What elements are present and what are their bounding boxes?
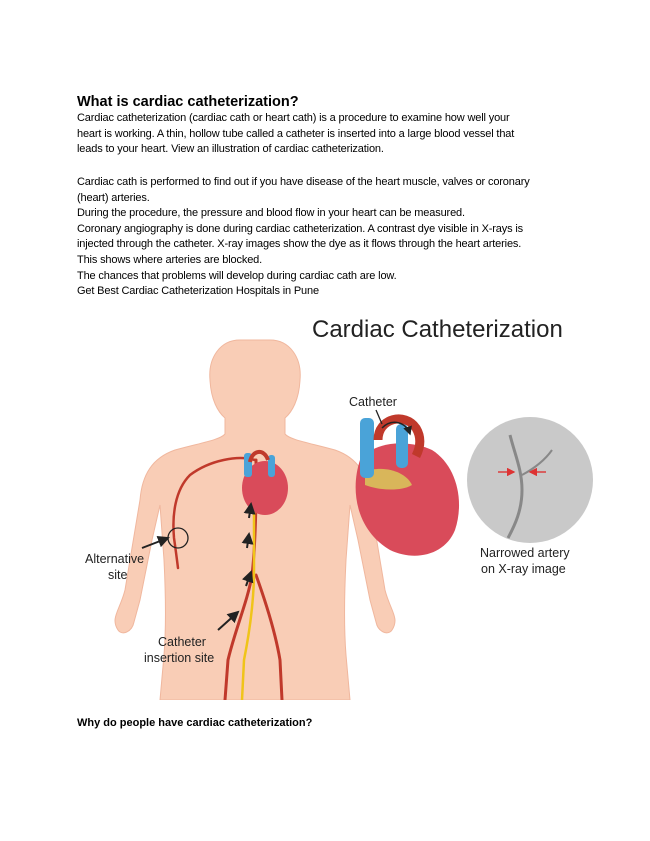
- details-paragraph: [77, 175, 582, 300]
- hospitals-link-text: Get Best Cardiac Catheterization Hospitals in Pune: [77, 285, 319, 298]
- details-line: Cardiac cath is performed to find out if you have disease of the heart muscle, valves or coronary: [77, 176, 530, 188]
- catheter-label: Catheter: [349, 395, 397, 409]
- page-title: What is cardiac catheterization?: [77, 94, 299, 110]
- intro-line: heart is working. A thin, hollow tube called a catheter is inserted into a large blood vessel that: [77, 127, 515, 140]
- intro-line: leads to your heart. View an illustration of cardiac catheterization.: [77, 143, 384, 156]
- cardiac-catheterization-illustration: [60, 300, 600, 700]
- details-line: During the procedure, the pressure and blood flow in your heart can be measured.: [77, 207, 465, 220]
- xray-label: on X-ray image: [481, 562, 566, 576]
- details-line: (heart) arteries.: [77, 191, 150, 204]
- intro-paragraph: [77, 111, 582, 158]
- xray-image: [467, 417, 593, 543]
- insertion-site-label: Catheter: [158, 635, 206, 649]
- details-line: This shows where arteries are blocked.: [77, 253, 263, 266]
- intro-line: Cardiac catheterization (cardiac cath or heart cath) is a procedure to examine how well your: [77, 112, 510, 124]
- details-line: injected through the catheter. X-ray images show the dye as it flows through the heart arteries.: [77, 238, 522, 251]
- details-line: The chances that problems will develop during cardiac cath are low.: [77, 269, 397, 282]
- details-line: Coronary angiography is done during cardiac catheterization. A contrast dye visible in X-rays is: [77, 222, 524, 235]
- insertion-site-label: insertion site: [144, 651, 215, 665]
- catheter-pointer: [376, 410, 382, 424]
- alternative-site-label: Alternative: [85, 552, 145, 566]
- xray-label: Narrowed artery: [480, 546, 570, 560]
- section-question: Why do people have cardiac catheterization?: [77, 717, 313, 729]
- alternative-site-label: site: [108, 568, 128, 582]
- illustration-title: Cardiac Catheterization: [312, 316, 563, 343]
